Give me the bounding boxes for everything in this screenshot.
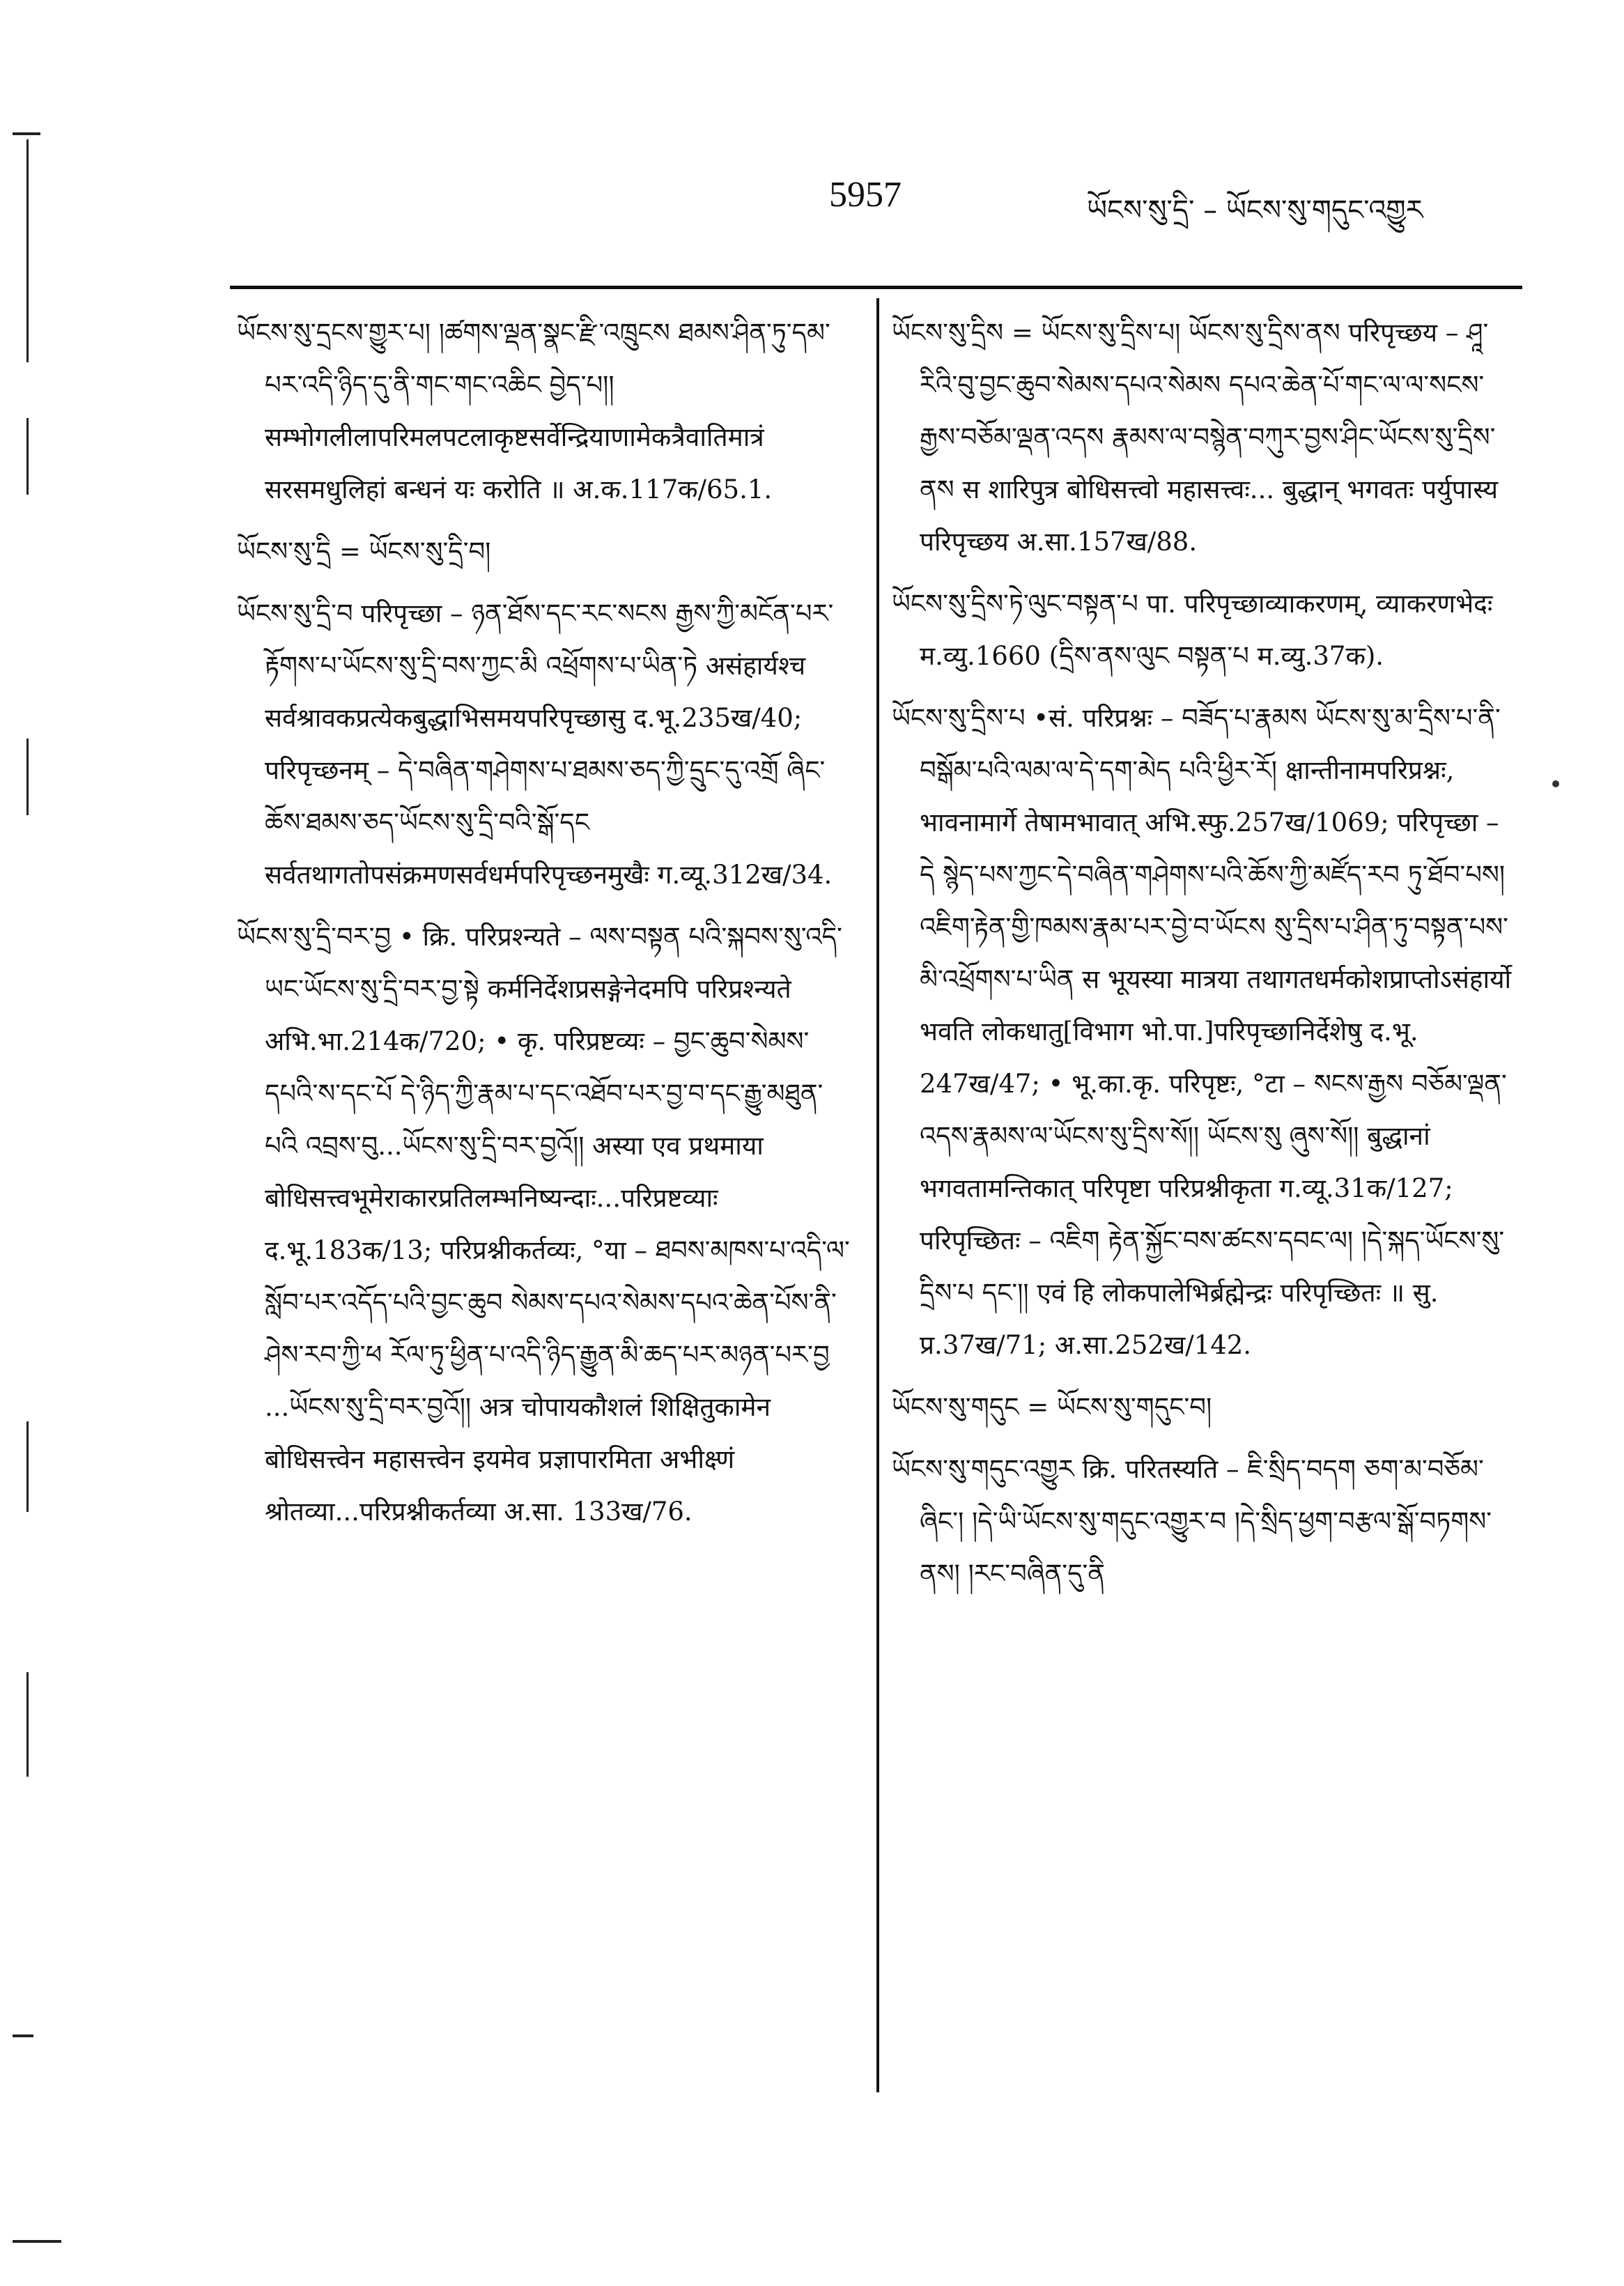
left-column	[237, 307, 850, 1547]
dictionary-entry: ཡོངས་སུ་གདུང = ཡོངས་སུ་གདུང་བ།	[892, 1392, 1212, 1422]
scan-mark	[13, 2034, 33, 2037]
scan-mark	[26, 1672, 29, 1777]
column-rule	[876, 298, 879, 2092]
dictionary-entry: ཡོངས་སུ་དྲི་བར་བྱ • क्रि. परिप्रश्न्यते – ལས་བསྟན པའི་སྐབས་སུ་འདི་ཡང་ཡོངས་སུ་དྲི་བར་བྱ་སྟེ कर्मनिर्देशप्रसङ्गेनेदमपि परिप्रश्न्यते अभि.भा.214क/720; • कृ. परिप्रष्टव्यः – བྱང་ཆུབ་སེམས་དཔའི་ས་དང་པོ དེ་ཉིད་ཀྱི་རྣམ་པ་དང་འཐོབ་པར་བྱ་བ་དང་རྒྱུ་མཐུན་པའི འབྲས་བུ...ཡོངས་སུ་དྲི་བར་བྱའོ།། अस्या एव प्रथमाया बोधिसत्त्वभूमेराकारप्रतिलम्भनिष्यन्दाः...परिप्रष्टव्याः द.भू.183क/13; परिप्रश्नीकर्तव्यः, °या – ཐབས་མཁས་པ་འདི་ལ་སློབ་པར་འདོད་པའི་བྱང་ཆུབ སེམས་དཔའ་སེམས་དཔའ་ཆེན་པོས་ནི་ཤེས་རབ་ཀྱི་ཕ རོལ་ཏུ་ཕྱིན་པ་འདི་ཉིད་རྒྱུན་མི་ཆད་པར་མཉན་པར་བྱ ...ཡོངས་སུ་དྲི་བར་བྱའོ།། अत्र चोपायकौशलं शिक्षितुकामेन बोधिसत्त्वेन महासत्त्वेन इयमेव प्रज्ञापारमिता अभीक्ष्णं श्रोतव्या...परिप्रश्नीकर्तव्या अ.सा. 133ख/76.	[237, 922, 850, 1527]
dictionary-entry: ཡོངས་སུ་དྲིས = ཡོངས་སུ་དྲིས་པ། ཡོངས་སུ་དྲིས་ནས परिपृच्छय – ཤཱ་རིའི་བུ་བྱང་ཆུབ་སེམས་དཔའ་སེམས དཔའ་ཆེན་པོ་གང་ལ་ལ་སངས་རྒྱས་བཅོམ་ལྡན་འདས རྣམས་ལ་བསྙེན་བཀུར་བྱས་ཤིང་ཡོངས་སུ་དྲིས་ནས स शारिपुत्र बोधिसत्त्वो महासत्त्वः... बुद्धान् भगवतः पर्युपास्य परिपृच्छय अ.सा.157ख/88.	[892, 318, 1499, 557]
scan-mark	[13, 132, 40, 135]
dictionary-entry: ཡོངས་སུ་དྲི་བ परिपृच्छा – ཉན་ཐོས་དང་རང་སངས རྒྱས་ཀྱི་མངོན་པར་རྟོགས་པ་ཡོངས་སུ་དྲི་བས་ཀྱང་མི འཕྲོགས་པ་ཡིན་ཏེ असंहार्यश्च सर्वश्रावकप्रत्येकबुद्धाभिसमयपरिपृच्छासु द.भू.235ख/40; परिपृच्छनम् – དེ་བཞིན་གཤེགས་པ་ཐམས་ཅད་ཀྱི་དྲུང་དུ་འགྲོ ཞིང་ཆོས་ཐམས་ཅད་ཡོངས་སུ་དྲི་བའི་སྒོ་དང सर्वतथागतोपसंक्रमणसर्वधर्मपरिपृच्छनमुखैः ग.व्यू.312ख/34.	[237, 598, 834, 890]
header-rule	[230, 286, 1522, 289]
dictionary-entry: ཡོངས་སུ་གདུང་འགྱུར क्रि. परितस्यति – ཇི་སྲིད་བདག ཅག་མ་བཅོམ་ཞིང་། །དེ་ཡི་ཡོངས་སུ་གདུང་འགྱུར་བ །དེ་སྲིད་ཕྱག་བརྩལ་སྒོ་བཏགས་ནས། །རང་བཞིན་དུ་ནི	[892, 1454, 1492, 1589]
right-column	[892, 307, 1512, 1609]
dictionary-entry: ཡོངས་སུ་དྲིས་ཏེ་ལུང་བསྟན་པ पा. परिपृच्छाव्याकरणम्, व्याकरणभेदः म.व्यु.1660 (དྲིས་ནས་ལུང བསྟན་པ म.व्यु.37क).	[892, 589, 1493, 671]
dictionary-entry: ཡོངས་སུ་དྲི = ཡོངས་སུ་དྲི་བ།	[237, 536, 491, 566]
dictionary-entry: ཡོངས་སུ་དྲངས་གྱུར་པ། །ཚགས་ལྡན་སྣང་རྫི་འཁྲུངས ཐམས་ཤིན་ཏུ་དམ་པར་འདི་ཉིད་དུ་ནི་གང་གང་འཆིང བྱེད་པ།། सम्भोगलीलापरिमलपटलाकृष्टसर्वेन्द्रियाणामेकत्रैवातिमात्रं सरसमधुलिहां बन्धनं यः करोति ॥ अ.क.117क/65.1.	[237, 318, 830, 504]
scan-mark	[26, 1421, 29, 1512]
scan-mark	[13, 2240, 61, 2243]
page-number: 5957	[829, 175, 902, 215]
scan-mark	[26, 418, 29, 495]
running-head: ཡོངས་སུ་དྲི་ – ཡོངས་སུ་གདུང་འགྱུར	[1087, 194, 1423, 226]
speck	[1552, 780, 1559, 787]
scan-mark	[26, 739, 29, 815]
dictionary-entry: ཡོངས་སུ་དྲིས་པ •सं. परिप्रश्नः – བཟོད་པ་རྣམས ཡོངས་སུ་མ་དྲིས་པ་ནི་བསྒོམ་པའི་ལམ་ལ་དེ་དག་མེད པའི་ཕྱིར་རོ། क्षान्तीनामपरिप्रश्नः, भावनामार्गे तेषामभावात् अभि.स्फु.257ख/1069; परिपृच्छा – དེ སྙེད་པས་ཀྱང་དེ་བཞིན་གཤེགས་པའི་ཆོས་ཀྱི་མཛོད་རབ ཏུ་ཐོབ་པས། འཇིག་རྟེན་གྱི་ཁམས་རྣམ་པར་བྱེ་བ་ཡོངས སུ་དྲིས་པ་ཤིན་ཏུ་བསྟན་པས་མི་འཕྲོགས་པ་ཡིན स भूयस्या मात्रया तथागतधर्मकोशप्राप्तोऽसंहार्यो भवति लोकधातु[विभाग भो.पा.]परिपृच्छानिर्देशेषु द.भू. 247ख/47; • भू.का.कृ. परिपृष्टः, °टा – སངས་རྒྱས བཅོམ་ལྡན་འདས་རྣམས་ལ་ཡོངས་སུ་དྲིས་སོ།། ཡོངས་སུ ཞུས་སོ།། बुद्धानां भगवतामन्तिकात् परिपृष्टा परिप्रश्नीकृता ग.व्यू.31क/127; परिपृच्छितः – འཇིག རྟེན་སྐྱོང་བས་ཚངས་དབང་ལ། །དེ་སྐད་ཡོངས་སུ་དྲིས་པ དང་།། एवं हि लोकपालेभिर्ब्रह्मेन्द्रः परिपृच्छितः ॥ सु. प्र.37ख/71; अ.सा.252ख/142.	[892, 703, 1512, 1360]
scan-mark	[26, 139, 29, 362]
